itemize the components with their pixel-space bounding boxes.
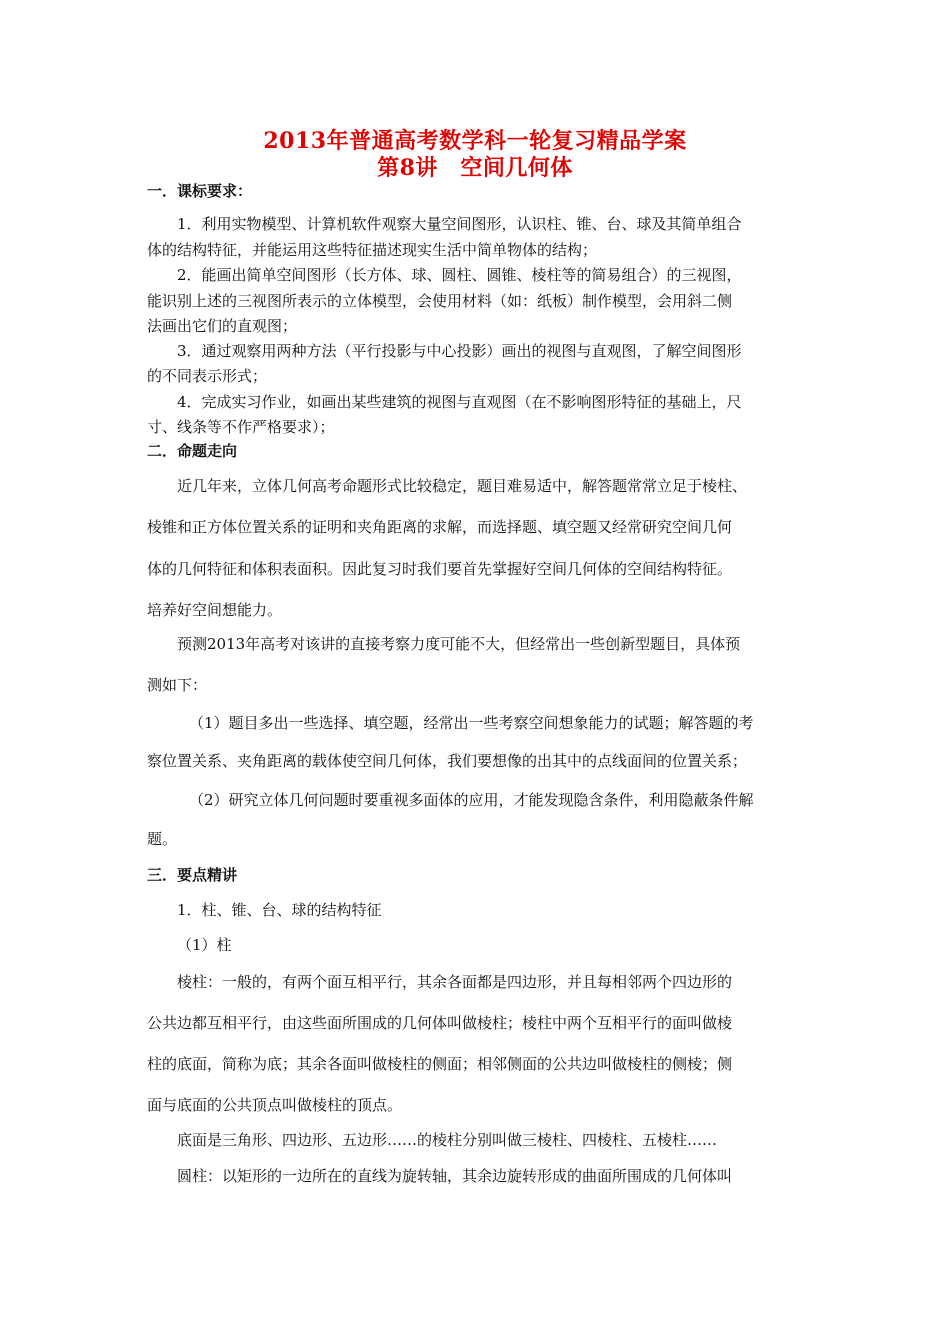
text-line: 4．完成实习作业，如画出某些建筑的视图与直观图（在不影响图形特征的基础上，尺	[177, 393, 742, 411]
section-heading-key-points: 三．要点精讲	[147, 866, 238, 884]
text-line: 柱的底面，简称为底；其余各面叫做棱柱的侧面；相邻侧面的公共边叫做棱柱的侧棱；侧	[147, 1055, 733, 1073]
text-line: 面与底面的公共顶点叫做棱柱的顶点。	[147, 1096, 403, 1114]
text-line: 棱锥和正方体位置关系的证明和夹角距离的求解，而选择题、填空题又经常研究空间几何	[147, 518, 733, 536]
text-line: 测如下：	[147, 676, 208, 694]
text-line: 1．利用实物模型、计算机软件观察大量空间图形，认识柱、锥、台、球及其简单组合	[177, 215, 742, 233]
section-heading-standards: 一．课标要求：	[147, 182, 253, 200]
text-line: 体的结构特征，并能运用这些特征描述现实生活中简单物体的结构；	[147, 241, 598, 259]
text-line: 2．能画出简单空间图形（长方体、球、圆柱、圆锥、棱柱等的简易组合）的三视图，	[177, 266, 742, 284]
text-line: 的不同表示形式；	[147, 367, 268, 385]
text-line: 预测2013年高考对该讲的直接考察力度可能不大，但经常出一些创新型题目，具体预	[177, 635, 741, 653]
document-subtitle: 第8讲 空间几何体	[377, 155, 573, 181]
text-line: 法画出它们的直观图；	[147, 317, 298, 335]
text-line: 能识别上述的三视图所表示的立体模型，会使用材料（如：纸板）制作模型，会用斜二侧	[147, 292, 733, 310]
text-line: 1．柱、锥、台、球的结构特征	[177, 901, 382, 919]
text-line: 公共边都互相平行，由这些面所围成的几何体叫做棱柱；棱柱中两个互相平行的面叫做棱	[147, 1014, 733, 1032]
text-line: 题。	[147, 830, 178, 848]
text-line: 培养好空间想能力。	[147, 601, 283, 619]
text-line: 察位置关系、夹角距离的载体使空间几何体，我们要想像的出其中的点线面间的位置关系；	[147, 752, 748, 770]
text-line: 底面是三角形、四边形、五边形……的棱柱分别叫做三棱柱、四棱柱、五棱柱……	[177, 1131, 718, 1149]
text-line: 体的几何特征和体积表面积。因此复习时我们要首先掌握好空间几何体的空间结构特征。	[147, 560, 733, 578]
text-line: （1）题目多出一些选择、填空题，经常出一些考察空间想象能力的试题；解答题的考	[189, 714, 754, 732]
text-line: （1）柱	[177, 936, 232, 954]
section-heading-trends: 二．命题走向	[147, 442, 238, 460]
text-line: 近几年来，立体几何高考命题形式比较稳定，题目难易适中，解答题常常立足于棱柱、	[177, 477, 748, 495]
text-line: （2）研究立体几何问题时要重视多面体的应用，才能发现隐含条件，利用隐蔽条件解	[189, 791, 754, 809]
text-line: 3．通过观察用两种方法（平行投影与中心投影）画出的视图与直观图，了解空间图形	[177, 342, 742, 360]
text-line: 棱柱：一般的，有两个面互相平行，其余各面都是四边形，并且每相邻两个四边形的	[177, 973, 733, 991]
text-line: 圆柱：以矩形的一边所在的直线为旋转轴，其余边旋转形成的曲面所围成的几何体叫	[177, 1167, 733, 1185]
document-title: 2013年普通高考数学科一轮复习精品学案	[263, 128, 687, 154]
text-line: 寸、线条等不作严格要求）；	[147, 418, 335, 436]
